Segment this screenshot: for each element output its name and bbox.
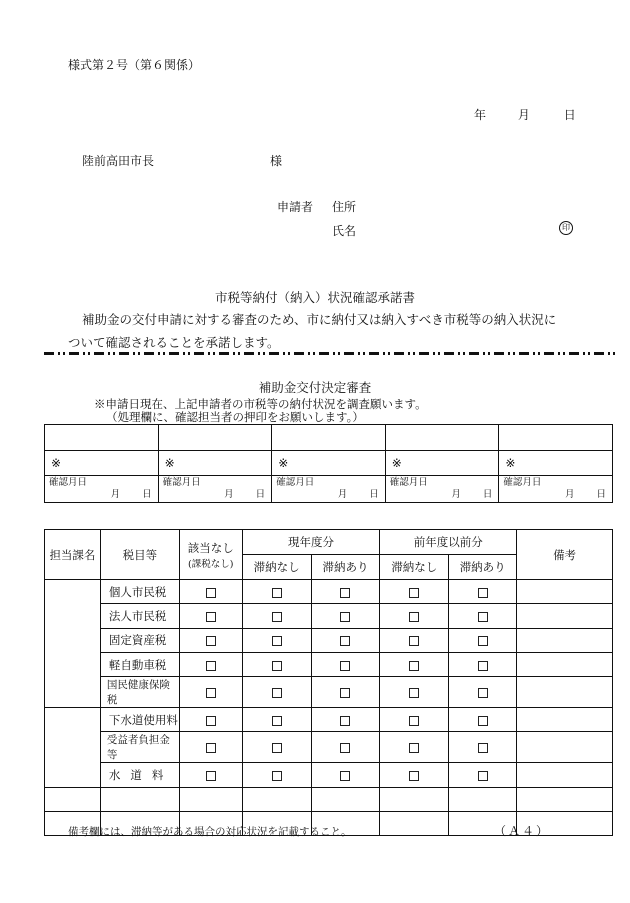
checkbox[interactable] xyxy=(272,688,282,698)
checkbox-cell[interactable] xyxy=(449,677,517,708)
checkbox[interactable] xyxy=(340,588,350,598)
remarks-cell[interactable] xyxy=(517,708,613,732)
checkbox[interactable] xyxy=(340,688,350,698)
checkbox-cell[interactable] xyxy=(179,604,242,628)
remarks-cell[interactable] xyxy=(517,763,613,787)
checkbox-cell[interactable] xyxy=(242,763,311,787)
dept-cell[interactable] xyxy=(45,708,101,788)
checkbox-cell[interactable] xyxy=(242,604,311,628)
checkbox-cell[interactable] xyxy=(311,677,380,708)
checkbox[interactable] xyxy=(340,636,350,646)
honorific: 様 xyxy=(270,154,283,168)
checkbox[interactable] xyxy=(478,661,488,671)
checkbox-cell[interactable] xyxy=(242,652,311,676)
confirm-date-cell[interactable] xyxy=(45,476,159,503)
seal-icon: 印 xyxy=(559,221,573,235)
remarks-cell[interactable] xyxy=(517,652,613,676)
mark-cell[interactable]: ※ xyxy=(45,451,159,476)
empty-cell[interactable] xyxy=(380,812,449,836)
checkbox-cell[interactable] xyxy=(311,708,380,732)
checkbox[interactable] xyxy=(272,716,282,726)
checkbox[interactable] xyxy=(272,636,282,646)
confirm-date-label: 確認月日 xyxy=(503,477,542,488)
confirmation-stamp-table xyxy=(44,424,613,503)
mark-cell[interactable]: ※ xyxy=(158,451,272,476)
day-label: 日 xyxy=(142,489,152,500)
checkbox-cell[interactable] xyxy=(311,628,380,652)
table-row xyxy=(45,763,613,787)
tax-name: 水道料 xyxy=(100,763,179,787)
table-row xyxy=(45,732,613,763)
checkbox-cell[interactable] xyxy=(179,652,242,676)
checkbox[interactable] xyxy=(206,612,216,622)
checkbox-cell[interactable] xyxy=(179,732,242,763)
empty-cell[interactable] xyxy=(449,787,517,811)
confirm-date-cell[interactable] xyxy=(385,476,499,503)
checkbox-cell[interactable] xyxy=(179,708,242,732)
checkbox[interactable] xyxy=(409,743,419,753)
checkbox[interactable] xyxy=(206,688,216,698)
day-label: 日 xyxy=(596,489,606,500)
checkbox-cell[interactable] xyxy=(380,677,449,708)
stamp-cell[interactable] xyxy=(158,425,272,451)
checkbox[interactable] xyxy=(272,743,282,753)
checkbox-cell[interactable] xyxy=(449,652,517,676)
table-row xyxy=(45,628,613,652)
paper-size-label: （Ａ４） xyxy=(494,824,551,838)
checkbox[interactable] xyxy=(272,588,282,598)
checkbox-cell[interactable] xyxy=(311,763,380,787)
confirm-date-label: 確認月日 xyxy=(389,477,428,488)
checkbox[interactable] xyxy=(272,612,282,622)
checkbox-cell[interactable] xyxy=(449,763,517,787)
tax-name: 個人市民税 xyxy=(100,580,179,604)
stamp-cell[interactable] xyxy=(45,425,159,451)
checkbox[interactable] xyxy=(340,661,350,671)
checkbox-cell[interactable] xyxy=(380,763,449,787)
tax-name: 下水道使用料 xyxy=(100,708,179,732)
month-label: 月 xyxy=(337,489,348,500)
table-row xyxy=(45,787,613,811)
month-label: 月 xyxy=(564,489,575,500)
header-current-year: 現年度分 xyxy=(242,530,380,555)
table-row xyxy=(45,708,613,732)
header-remarks: 備考 xyxy=(517,530,613,580)
checkbox-cell[interactable] xyxy=(380,628,449,652)
dept-cell[interactable] xyxy=(45,580,101,708)
checkbox-cell[interactable] xyxy=(242,732,311,763)
table-row xyxy=(45,604,613,628)
empty-cell[interactable] xyxy=(179,787,242,811)
date-line xyxy=(474,106,576,123)
tax-name: 固定資産税 xyxy=(100,628,179,652)
checkbox-cell[interactable] xyxy=(311,604,380,628)
name-label: 氏名 xyxy=(332,224,357,238)
review-note-2: （処理欄に、確認担当者の押印をお願いします。） xyxy=(106,410,364,424)
checkbox[interactable] xyxy=(340,612,350,622)
checkbox-cell[interactable] xyxy=(380,604,449,628)
stamp-cell[interactable] xyxy=(385,425,499,451)
mark-cell[interactable]: ※ xyxy=(499,451,613,476)
consent-title: 市税等納付（納入）状況確認承諾書 xyxy=(214,290,415,305)
checkbox-cell[interactable] xyxy=(179,628,242,652)
checkbox[interactable] xyxy=(409,661,419,671)
empty-cell[interactable] xyxy=(380,787,449,811)
checkbox-cell[interactable] xyxy=(311,652,380,676)
checkbox-cell[interactable] xyxy=(380,652,449,676)
header-not-applicable xyxy=(179,530,242,580)
day-label: 日 xyxy=(255,489,266,500)
checkbox[interactable] xyxy=(340,743,350,753)
checkbox-cell[interactable] xyxy=(242,628,311,652)
checkbox[interactable] xyxy=(478,716,488,726)
month-label: 月 xyxy=(517,108,530,122)
tax-name: 国民健康保険税 xyxy=(100,677,179,708)
confirm-date-cell[interactable] xyxy=(158,476,272,503)
address-label: 住所 xyxy=(332,200,357,214)
empty-cell[interactable] xyxy=(517,787,613,811)
checkbox[interactable] xyxy=(409,688,419,698)
checkbox[interactable] xyxy=(478,688,488,698)
checkbox[interactable] xyxy=(478,771,488,781)
header-prior-year: 前年度以前分 xyxy=(380,530,517,555)
table-row xyxy=(45,677,613,708)
checkbox-cell[interactable] xyxy=(380,708,449,732)
checkbox-cell[interactable] xyxy=(380,580,449,604)
stamp-cell[interactable] xyxy=(499,425,613,451)
month-label: 月 xyxy=(110,489,121,500)
checkbox-cell[interactable] xyxy=(449,628,517,652)
checkbox[interactable] xyxy=(206,661,216,671)
remarks-cell[interactable] xyxy=(517,732,613,763)
form-number: 様式第２号（第６関係） xyxy=(68,58,201,72)
header-arrears: 滞納あり xyxy=(311,555,380,580)
tax-name: 受益者負担金等 xyxy=(100,732,179,763)
checkbox[interactable] xyxy=(272,771,282,781)
checkbox[interactable] xyxy=(340,771,350,781)
checkbox[interactable] xyxy=(409,716,419,726)
mark-cell[interactable]: ※ xyxy=(385,451,499,476)
checkbox[interactable] xyxy=(478,636,488,646)
checkbox[interactable] xyxy=(206,716,216,726)
header-not-applicable-sub: (課税なし) xyxy=(188,558,234,570)
checkbox-cell[interactable] xyxy=(179,580,242,604)
consent-body xyxy=(68,308,598,354)
year-label: 年 xyxy=(474,108,487,122)
consent-line-1: 補助金の交付申請に対する審査のため、市に納付又は納入すべき市税等の納入状況に xyxy=(82,312,557,327)
checkbox[interactable] xyxy=(409,636,419,646)
checkbox[interactable] xyxy=(478,588,488,598)
header-arrears: 滞納あり xyxy=(449,555,517,580)
checkbox[interactable] xyxy=(272,661,282,671)
stamp-cell[interactable] xyxy=(272,425,386,451)
checkbox[interactable] xyxy=(409,588,419,598)
checkbox-cell[interactable] xyxy=(242,677,311,708)
footer-note: 備考欄には、滞納等がある場合の対応状況を記載すること。 xyxy=(68,826,352,838)
review-note-1: ※申請日現在、上記申請者の市税等の納付状況を調査願います。 xyxy=(94,397,427,411)
empty-cell[interactable] xyxy=(242,787,311,811)
checkbox-cell[interactable] xyxy=(449,708,517,732)
empty-cell[interactable] xyxy=(100,787,179,811)
checkbox[interactable] xyxy=(206,743,216,753)
checkbox[interactable] xyxy=(206,588,216,598)
tax-status-table xyxy=(44,529,613,836)
checkbox-cell[interactable] xyxy=(449,580,517,604)
month-label: 月 xyxy=(224,489,234,500)
empty-cell[interactable] xyxy=(45,787,101,811)
checkbox[interactable] xyxy=(206,636,216,646)
checkbox[interactable] xyxy=(409,771,419,781)
header-no-arrears: 滞納なし xyxy=(242,555,311,580)
checkbox[interactable] xyxy=(340,716,350,726)
addressee: 陸前高田市長 xyxy=(82,154,155,168)
checkbox-cell[interactable] xyxy=(449,732,517,763)
remarks-cell[interactable] xyxy=(517,628,613,652)
mark-cell[interactable]: ※ xyxy=(272,451,386,476)
empty-cell[interactable] xyxy=(311,787,380,811)
day-label: 日 xyxy=(369,489,379,500)
confirm-date-label: 確認月日 xyxy=(162,477,201,488)
day-label: 日 xyxy=(482,489,493,500)
confirm-date-label: 確認月日 xyxy=(276,477,315,488)
checkbox-cell[interactable] xyxy=(179,763,242,787)
remarks-cell[interactable] xyxy=(517,604,613,628)
checkbox-cell[interactable] xyxy=(242,580,311,604)
tax-name: 軽自動車税 xyxy=(100,652,179,676)
checkbox-cell[interactable] xyxy=(311,732,380,763)
checkbox-cell[interactable] xyxy=(311,580,380,604)
checkbox[interactable] xyxy=(206,771,216,781)
confirm-date-label: 確認月日 xyxy=(49,477,88,488)
checkbox-cell[interactable] xyxy=(242,708,311,732)
table-row xyxy=(45,580,613,604)
review-title: 補助金交付決定審査 xyxy=(258,380,372,395)
checkbox-cell[interactable] xyxy=(449,604,517,628)
header-no-arrears: 滞納なし xyxy=(380,555,449,580)
checkbox[interactable] xyxy=(478,612,488,622)
confirm-date-cell[interactable] xyxy=(272,476,386,503)
header-tax: 税目等 xyxy=(100,530,179,580)
checkbox[interactable] xyxy=(478,743,488,753)
header-dept: 担当課名 xyxy=(45,530,101,580)
cut-line-divider xyxy=(44,352,618,355)
applicant-label: 申請者 xyxy=(277,200,314,214)
checkbox-cell[interactable] xyxy=(179,677,242,708)
remarks-cell[interactable] xyxy=(517,580,613,604)
table-row xyxy=(45,652,613,676)
consent-line-2: ついて確認されることを承諾します。 xyxy=(68,335,280,350)
tax-name: 法人市民税 xyxy=(100,604,179,628)
day-label: 日 xyxy=(563,108,576,122)
header-not-applicable-label: 該当なし xyxy=(187,540,234,555)
month-label: 月 xyxy=(451,489,461,500)
checkbox-cell[interactable] xyxy=(380,732,449,763)
checkbox[interactable] xyxy=(409,612,419,622)
remarks-cell[interactable] xyxy=(517,677,613,708)
confirm-date-cell[interactable] xyxy=(499,476,613,503)
